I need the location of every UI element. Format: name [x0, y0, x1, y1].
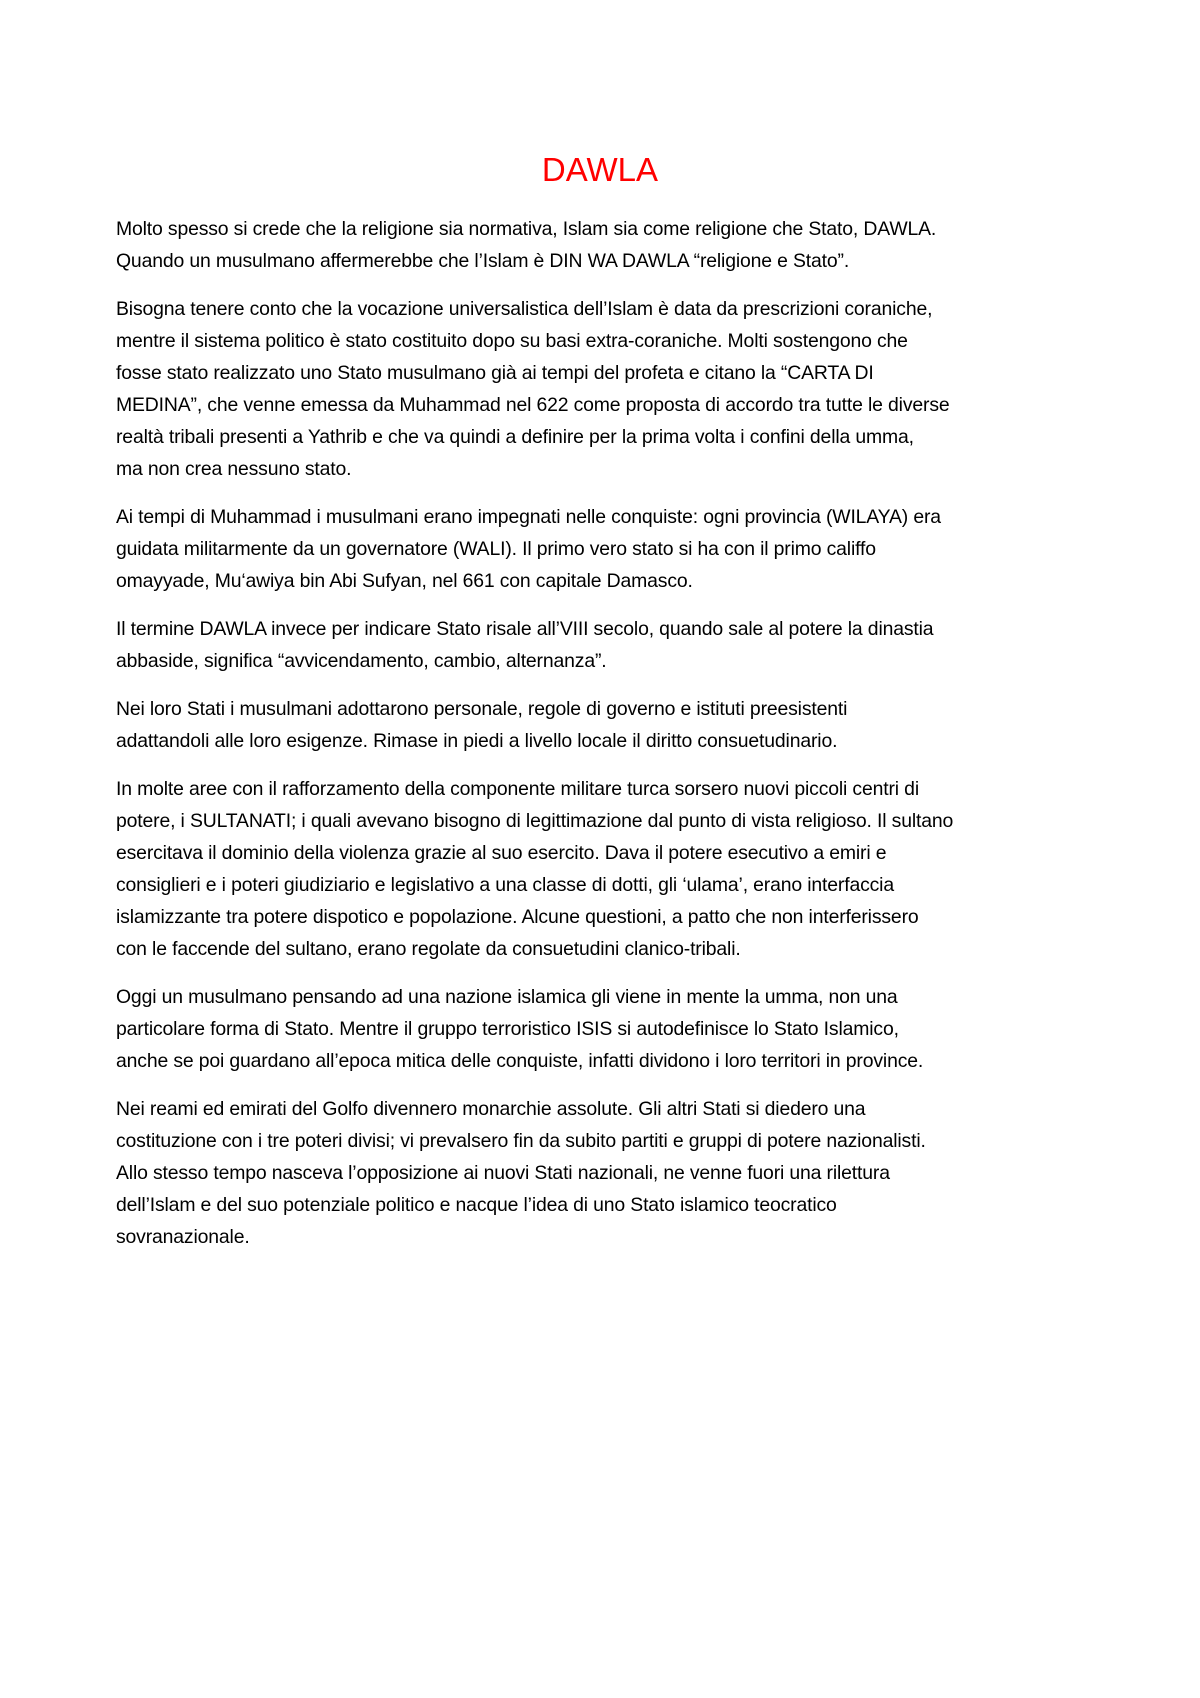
text-line: dell’Islam e del suo potenziale politico e nacque l’idea di uno Stato islamico teocratico: [116, 1194, 837, 1216]
text-line: Nei loro Stati i musulmani adottarono personale, regole di governo e istituti preesistenti: [116, 698, 848, 720]
text-line: Molto spesso si crede che la religione sia normativa, Islam sia come religione che Stato, DAWLA.: [116, 218, 937, 240]
paragraph: [116, 981, 1096, 1077]
text-line: Ai tempi di Muhammad i musulmani erano impegnati nelle conquiste: ogni provincia (WILAYA) era: [116, 506, 941, 528]
paragraph: [116, 693, 1096, 757]
paragraph: [116, 613, 1096, 677]
text-line: Nei reami ed emirati del Golfo divennero monarchie assolute. Gli altri Stati si diedero una: [116, 1098, 866, 1120]
text-line: guidata militarmente da un governatore (WALI). Il primo vero stato si ha con il primo califfo: [116, 538, 876, 560]
paragraph: [116, 1093, 1096, 1253]
text-line: mentre il sistema politico è stato costituito dopo su basi extra-coraniche. Molti sostengono che: [116, 330, 908, 352]
text-line: In molte aree con il rafforzamento della componente militare turca sorsero nuovi piccoli centri di: [116, 778, 919, 800]
text-line: sovranazionale.: [116, 1226, 250, 1248]
text-line: MEDINA”, che venne emessa da Muhammad nel 622 come proposta di accordo tra tutte le diverse: [116, 394, 950, 416]
text-line: adattandoli alle loro esigenze. Rimase in piedi a livello locale il diritto consuetudinario.: [116, 730, 838, 752]
text-line: con le faccende del sultano, erano regolate da consuetudini clanico-tribali.: [116, 938, 741, 960]
text-line: realtà tribali presenti a Yathrib e che va quindi a definire per la prima volta i confini della umma,: [116, 426, 914, 448]
text-line: particolare forma di Stato. Mentre il gruppo terroristico ISIS si autodefinisce lo Stato Islamico,: [116, 1018, 899, 1040]
text-line: potere, i SULTANATI; i quali avevano bisogno di legittimazione dal punto di vista religioso. Il sultano: [116, 810, 954, 832]
text-line: Il termine DAWLA invece per indicare Stato risale all’VIII secolo, quando sale al potere la dinastia: [116, 618, 934, 640]
text-line: consiglieri e i poteri giudiziario e legislativo a una classe di dotti, gli ‘ulama’, erano interfaccia: [116, 874, 894, 896]
document-body: [116, 213, 1096, 1269]
text-line: islamizzante tra potere dispotico e popolazione. Alcune questioni, a patto che non interferissero: [116, 906, 919, 928]
paragraph: [116, 293, 1096, 485]
text-line: fosse stato realizzato uno Stato musulmano già ai tempi del profeta e citano la “CARTA DI: [116, 362, 874, 384]
text-line: Oggi un musulmano pensando ad una nazione islamica gli viene in mente la umma, non una: [116, 986, 898, 1008]
text-line: Allo stesso tempo nasceva l’opposizione ai nuovi Stati nazionali, ne venne fuori una rilettura: [116, 1162, 890, 1184]
text-line: omayyade, Mu‘awiya bin Abi Sufyan, nel 661 con capitale Damasco.: [116, 570, 693, 592]
paragraph: [116, 501, 1096, 597]
text-line: ma non crea nessuno stato.: [116, 458, 352, 480]
text-line: abbaside, significa “avvicendamento, cambio, alternanza”.: [116, 650, 607, 672]
text-line: anche se poi guardano all’epoca mitica delle conquiste, infatti dividono i loro territori in province.: [116, 1050, 924, 1072]
paragraph: [116, 773, 1096, 965]
text-line: Quando un musulmano affermerebbe che l’Islam è DIN WA DAWLA “religione e Stato”.: [116, 250, 850, 272]
text-line: esercitava il dominio della violenza grazie al suo esercito. Dava il potere esecutivo a emiri e: [116, 842, 887, 864]
text-line: costituzione con i tre poteri divisi; vi prevalsero fin da subito partiti e gruppi di potere nazionalisti.: [116, 1130, 926, 1152]
text-line: Bisogna tenere conto che la vocazione universalistica dell’Islam è data da prescrizioni coraniche,: [116, 298, 933, 320]
paragraph: [116, 213, 1096, 277]
document-title: DAWLA: [541, 151, 659, 188]
